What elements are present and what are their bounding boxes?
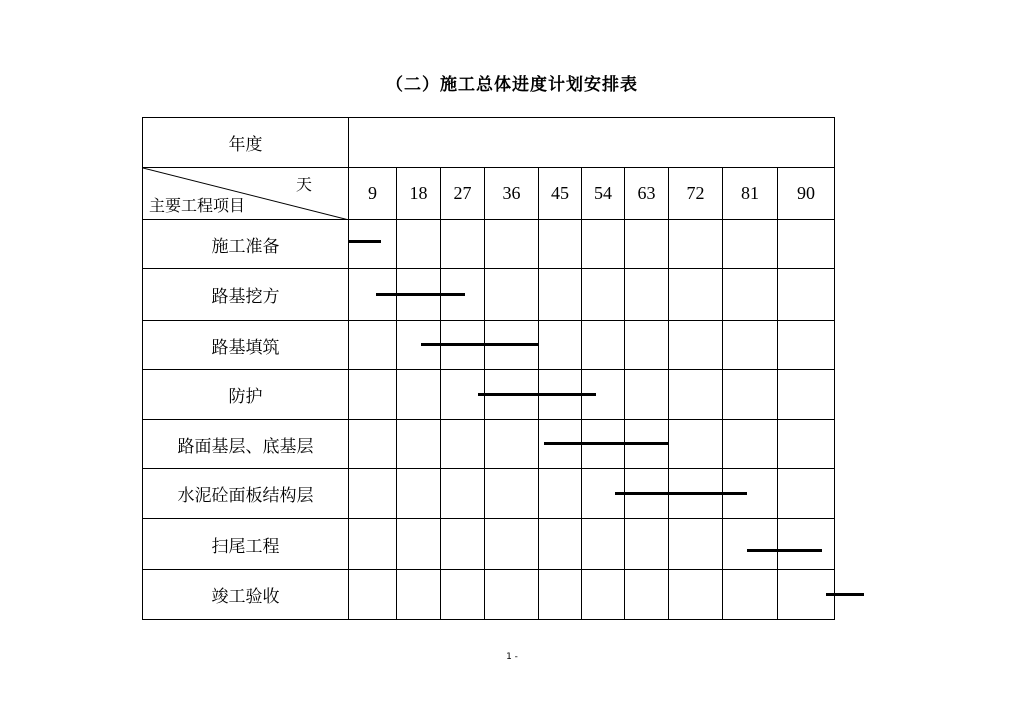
task-cell xyxy=(669,370,723,420)
task-cell xyxy=(539,469,582,519)
task-cell xyxy=(349,321,397,370)
task-cell xyxy=(582,570,625,620)
year-value-cell xyxy=(349,118,835,168)
task-cell xyxy=(485,570,539,620)
task-cell xyxy=(582,269,625,321)
task-row xyxy=(143,420,835,469)
task-cell xyxy=(582,469,625,519)
task-cell xyxy=(539,321,582,370)
task-cell xyxy=(397,570,441,620)
task-cell xyxy=(625,519,669,570)
task-cell xyxy=(485,519,539,570)
task-cell xyxy=(778,370,835,420)
day-header-18: 18 xyxy=(397,168,441,220)
task-cell xyxy=(778,220,835,269)
task-cell xyxy=(485,220,539,269)
task-cell xyxy=(723,370,778,420)
task-cell xyxy=(485,269,539,321)
task-cell xyxy=(625,220,669,269)
task-name: 扫尾工程 xyxy=(143,519,349,570)
task-cell xyxy=(778,269,835,321)
task-cell xyxy=(582,519,625,570)
year-label: 年度 xyxy=(228,135,263,155)
task-cell xyxy=(778,321,835,370)
task-cell xyxy=(397,220,441,269)
diagonal-header-cell xyxy=(143,168,349,220)
task-name: 防护 xyxy=(143,370,349,420)
day-label: 天 xyxy=(295,175,312,194)
task-cell xyxy=(625,420,669,469)
task-cell xyxy=(669,469,723,519)
task-cell xyxy=(723,321,778,370)
task-cell xyxy=(397,321,441,370)
task-cell xyxy=(349,570,397,620)
page-title: （二）施工总体进度计划安排表 xyxy=(386,75,638,95)
task-cell xyxy=(397,469,441,519)
task-cell xyxy=(441,321,485,370)
year-row xyxy=(143,118,835,168)
task-cell xyxy=(441,269,485,321)
day-header-row xyxy=(143,168,835,220)
task-cell xyxy=(669,420,723,469)
task-cell xyxy=(441,370,485,420)
task-cell xyxy=(349,469,397,519)
day-header-45: 45 xyxy=(539,168,582,220)
task-cell xyxy=(397,269,441,321)
task-cell xyxy=(539,269,582,321)
task-cell xyxy=(723,519,778,570)
task-cell xyxy=(582,370,625,420)
task-cell xyxy=(539,370,582,420)
task-cell xyxy=(778,420,835,469)
day-header-90: 90 xyxy=(778,168,835,220)
task-row xyxy=(143,570,835,620)
task-row xyxy=(143,269,835,321)
task-cell xyxy=(778,469,835,519)
task-cell xyxy=(485,370,539,420)
task-cell xyxy=(539,570,582,620)
task-cell xyxy=(441,519,485,570)
task-row xyxy=(143,519,835,570)
day-header-9: 9 xyxy=(349,168,397,220)
day-header-72: 72 xyxy=(669,168,723,220)
task-cell xyxy=(441,420,485,469)
task-cell xyxy=(625,469,669,519)
task-cell xyxy=(582,321,625,370)
day-header-81: 81 xyxy=(723,168,778,220)
task-cell xyxy=(349,519,397,570)
day-header-36: 36 xyxy=(485,168,539,220)
task-cell xyxy=(441,469,485,519)
task-bar xyxy=(349,240,381,243)
task-cell xyxy=(669,519,723,570)
task-name: 水泥砼面板结构层 xyxy=(143,469,349,519)
task-cell xyxy=(723,570,778,620)
task-cell xyxy=(669,321,723,370)
task-cell xyxy=(778,519,835,570)
year-label-cell xyxy=(143,118,349,168)
task-name: 竣工验收 xyxy=(143,570,349,620)
task-name: 施工准备 xyxy=(143,220,349,269)
task-cell xyxy=(539,220,582,269)
task-cell xyxy=(723,220,778,269)
task-cell xyxy=(441,570,485,620)
task-cell xyxy=(723,269,778,321)
task-cell xyxy=(349,420,397,469)
task-cell xyxy=(397,370,441,420)
task-row xyxy=(143,321,835,370)
item-label: 主要工程项目 xyxy=(149,196,246,215)
schedule-table xyxy=(142,117,835,620)
page-number: 1 - xyxy=(506,652,518,662)
task-row xyxy=(143,370,835,420)
day-header-27: 27 xyxy=(441,168,485,220)
task-name: 路基填筑 xyxy=(143,321,349,370)
task-cell xyxy=(625,570,669,620)
task-cell xyxy=(349,370,397,420)
task-cell xyxy=(485,469,539,519)
task-cell xyxy=(485,321,539,370)
task-cell xyxy=(582,420,625,469)
task-cell xyxy=(582,220,625,269)
task-cell xyxy=(539,420,582,469)
task-cell xyxy=(397,420,441,469)
task-cell xyxy=(485,420,539,469)
task-cell xyxy=(669,220,723,269)
day-header-54: 54 xyxy=(582,168,625,220)
task-row xyxy=(143,220,835,269)
task-cell xyxy=(723,420,778,469)
task-cell xyxy=(539,519,582,570)
task-row xyxy=(143,469,835,519)
task-name: 路面基层、底基层 xyxy=(143,420,349,469)
task-cell xyxy=(723,469,778,519)
day-header-63: 63 xyxy=(625,168,669,220)
task-cell xyxy=(397,519,441,570)
task-name: 路基挖方 xyxy=(143,269,349,321)
task-cell xyxy=(349,220,397,269)
task-cell xyxy=(349,269,397,321)
task-cell xyxy=(669,570,723,620)
task-cell xyxy=(625,321,669,370)
task-cell xyxy=(669,269,723,321)
task-cell xyxy=(441,220,485,269)
task-cell xyxy=(625,370,669,420)
task-cell xyxy=(778,570,835,620)
task-cell xyxy=(625,269,669,321)
